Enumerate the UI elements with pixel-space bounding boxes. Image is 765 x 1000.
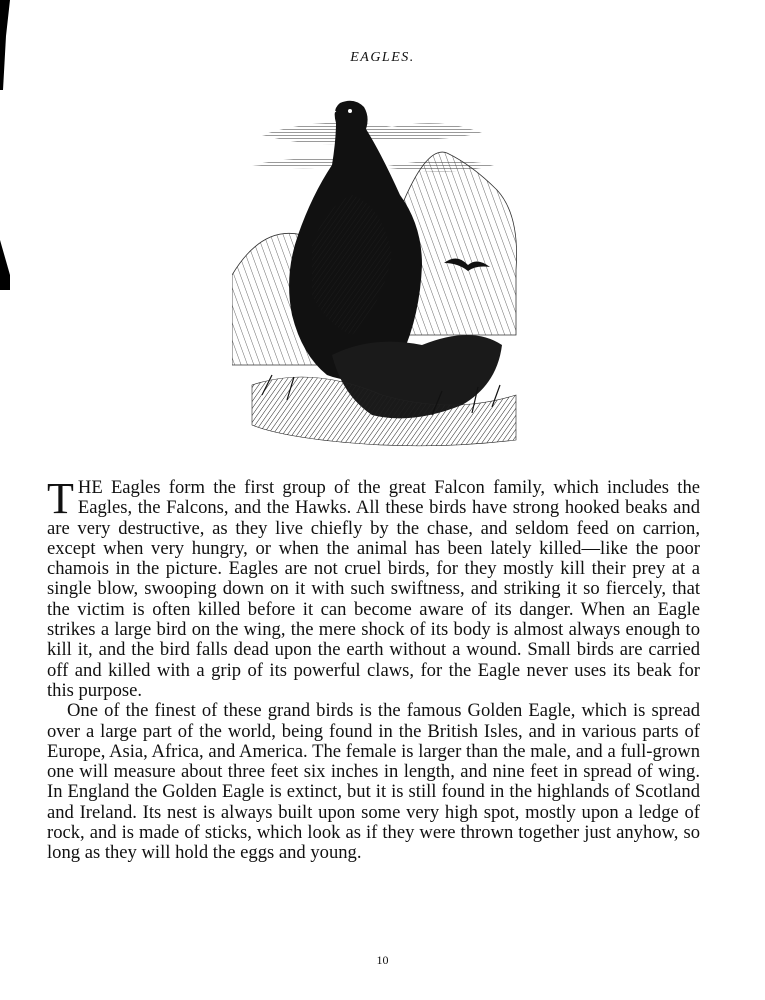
paragraph-text: HE Eagles form the first group of the great Falcon family, which includes the Eagles, the Falcons, and the Hawks. All these birds have strong hooked beaks and are very destructive, as they live chiefly by the chase, and seldom feed on carrion, except when very hungry, or when the animal has been lately killed—like the poor chamois in the picture. Eagles are not cruel birds, for they mostly kill their prey at a single blow, swooping down on it with such swiftness, and striking it so fiercely, that the victim is often killed before it can become aware of its danger. When an Eagle strikes a large bird on the wing, the mere shock of its body is almost always enough to kill it, and the bird falls dead upon the earth without a wound. Small birds are carried off and killed with a grip of its powerful claws, for the Eagle never uses its beak for this purpose. <box>47 477 700 701</box>
running-title: EAGLES. <box>350 50 415 65</box>
page-number: 10 <box>376 953 389 967</box>
scan-edge-mark <box>0 240 10 290</box>
scan-edge-mark <box>0 0 10 90</box>
article-paragraph <box>47 474 700 701</box>
article-paragraph: One of the finest of these grand birds is the famous Golden Eagle, which is spread over a large part of the world, being found in the British Isles, and in various parts of Europe, Asia, Africa, and America. The female is larger than the male, and a full-grown one will measure about three feet six inches in length, and nine feet in spread of wing. In England the Golden Eagle is extinct, but it is still found in the highlands of Scotland and Ireland. Its nest is always built upon some very high spot, mostly upon a ledge of rock, and is made of sticks, which look as if they were thrown together just anyhow, so long as they will hold the eggs and young. <box>47 700 700 864</box>
eagle-illustration <box>232 95 520 450</box>
eagle-engraving-image <box>232 95 520 450</box>
article-body <box>47 474 700 864</box>
drop-cap: T <box>47 474 74 523</box>
